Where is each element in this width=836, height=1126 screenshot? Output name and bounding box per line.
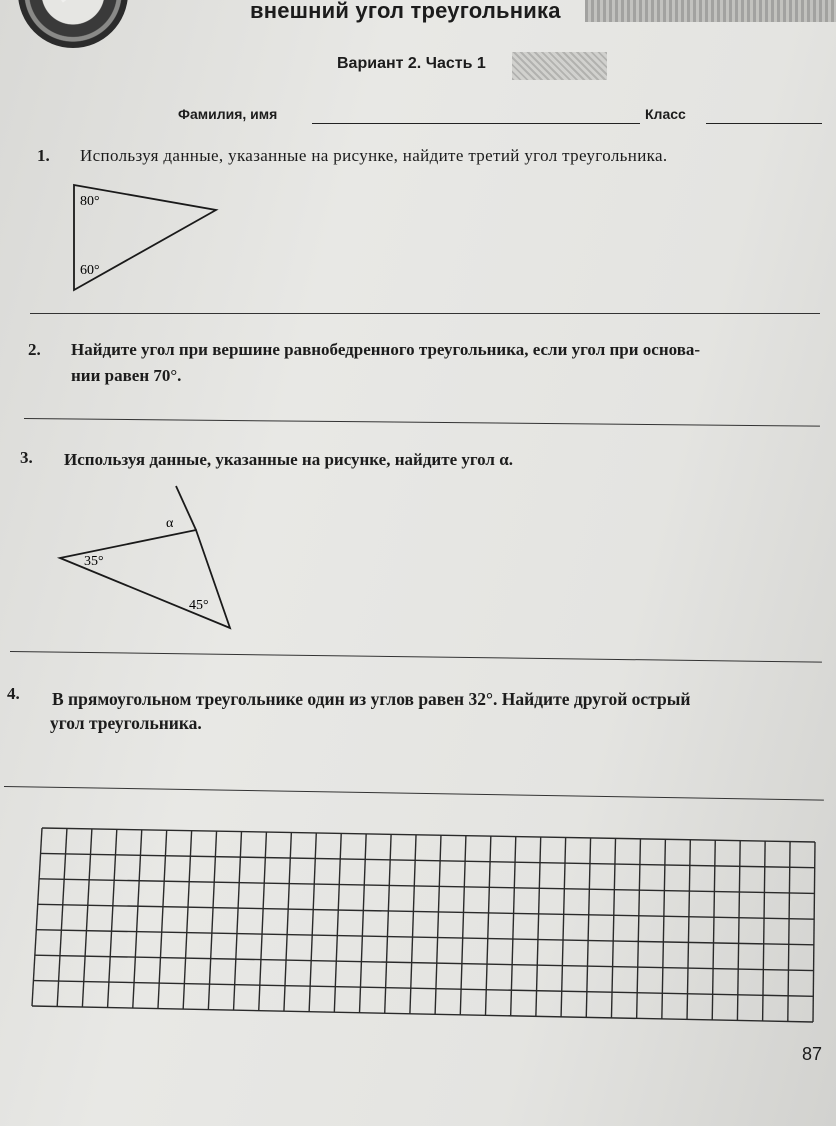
class-field-line[interactable]: [706, 123, 822, 124]
question-text-line-1: В прямоугольном треугольнике один из углов равен 32°. Найдите другой острый: [52, 689, 691, 709]
triangle-figure-1: [64, 180, 224, 298]
question-number: 2.: [28, 340, 41, 359]
extension-line: [176, 486, 196, 530]
grid-line-vertical: [32, 828, 42, 1006]
logo-icon: [18, 0, 128, 48]
grid-line-vertical: [637, 839, 641, 1019]
grid-line-vertical: [234, 832, 242, 1011]
grid-line-vertical: [208, 831, 216, 1009]
angle-label-80: 80°: [80, 194, 100, 209]
grid-line-vertical: [334, 833, 341, 1012]
name-label: Фамилия, имя: [178, 106, 278, 122]
grid-line-vertical: [788, 842, 790, 1022]
grid-line-vertical: [536, 837, 541, 1016]
alpha-label: α: [166, 516, 174, 531]
grid-line-vertical: [485, 836, 490, 1015]
grid-line-vertical: [360, 834, 367, 1013]
grid-line-horizontal: [36, 930, 814, 945]
question-text: Используя данные, указанные на рисунке, найдите угол α.: [64, 450, 513, 469]
answer-line-2[interactable]: [24, 418, 820, 427]
grid-line-horizontal: [38, 904, 814, 919]
grid-line-vertical: [57, 828, 67, 1006]
answer-grid[interactable]: [30, 826, 818, 1026]
question-text-line-2: нии равен 70°.: [71, 366, 182, 385]
page-title: внешний угол треугольника: [250, 0, 561, 23]
page-number: 87: [802, 1044, 823, 1064]
question-text-line-2: угол треугольника.: [50, 713, 202, 733]
triangle-shape: [60, 530, 230, 628]
name-field-line[interactable]: [312, 123, 640, 124]
class-label: Класс: [645, 106, 686, 122]
grid-line-horizontal: [35, 955, 814, 970]
answer-line-3[interactable]: [10, 651, 822, 663]
angle-label-35: 35°: [84, 554, 104, 569]
grid-line-horizontal: [41, 853, 815, 867]
print-smudge: [585, 0, 836, 22]
question-number: 3.: [20, 448, 33, 467]
angle-label-45: 45°: [189, 598, 209, 613]
grid-line-vertical: [259, 832, 267, 1011]
answer-line-4[interactable]: [4, 786, 824, 801]
angle-label-60: 60°: [80, 263, 100, 278]
triangle-figure-3: [52, 480, 242, 635]
variant-title: Вариант 2. Часть 1: [337, 55, 486, 72]
grid-line-vertical: [586, 838, 590, 1017]
grid-line-horizontal: [42, 828, 815, 842]
grid-line-horizontal: [33, 981, 813, 997]
question-text-line-1: Найдите угол при вершине равнобедренного треугольника, если угол при основа-: [71, 340, 701, 359]
question-text: Используя данные, указанные на рисунке, найдите третий угол треугольника.: [80, 146, 668, 165]
grid-line-vertical: [435, 835, 441, 1014]
grid-line-vertical: [309, 833, 316, 1012]
grid-line-vertical: [183, 831, 191, 1009]
grid-line-vertical: [813, 842, 815, 1022]
grid-line-vertical: [737, 841, 740, 1021]
grid-line-vertical: [284, 833, 291, 1012]
grid-line-vertical: [108, 829, 117, 1007]
grid-line-vertical: [763, 841, 766, 1021]
question-number: 1.: [37, 146, 50, 165]
grid-line-vertical: [158, 830, 167, 1008]
grid-line-vertical: [712, 840, 715, 1020]
grid-line-vertical: [687, 840, 690, 1020]
grid-line-vertical: [511, 837, 516, 1016]
print-smudge-variant: [512, 52, 607, 80]
grid-line-vertical: [133, 830, 142, 1008]
grid-line-vertical: [611, 838, 615, 1017]
grid-line-vertical: [561, 837, 566, 1016]
grid-line-vertical: [460, 836, 466, 1015]
question-number: 4.: [7, 684, 20, 703]
grid-line-horizontal: [32, 1006, 813, 1022]
grid-line-vertical: [662, 839, 666, 1019]
answer-line-1[interactable]: [30, 313, 820, 314]
grid-line-vertical: [82, 829, 91, 1007]
grid-line-vertical: [410, 835, 416, 1014]
grid-line-horizontal: [39, 879, 814, 894]
grid-line-vertical: [385, 834, 391, 1013]
